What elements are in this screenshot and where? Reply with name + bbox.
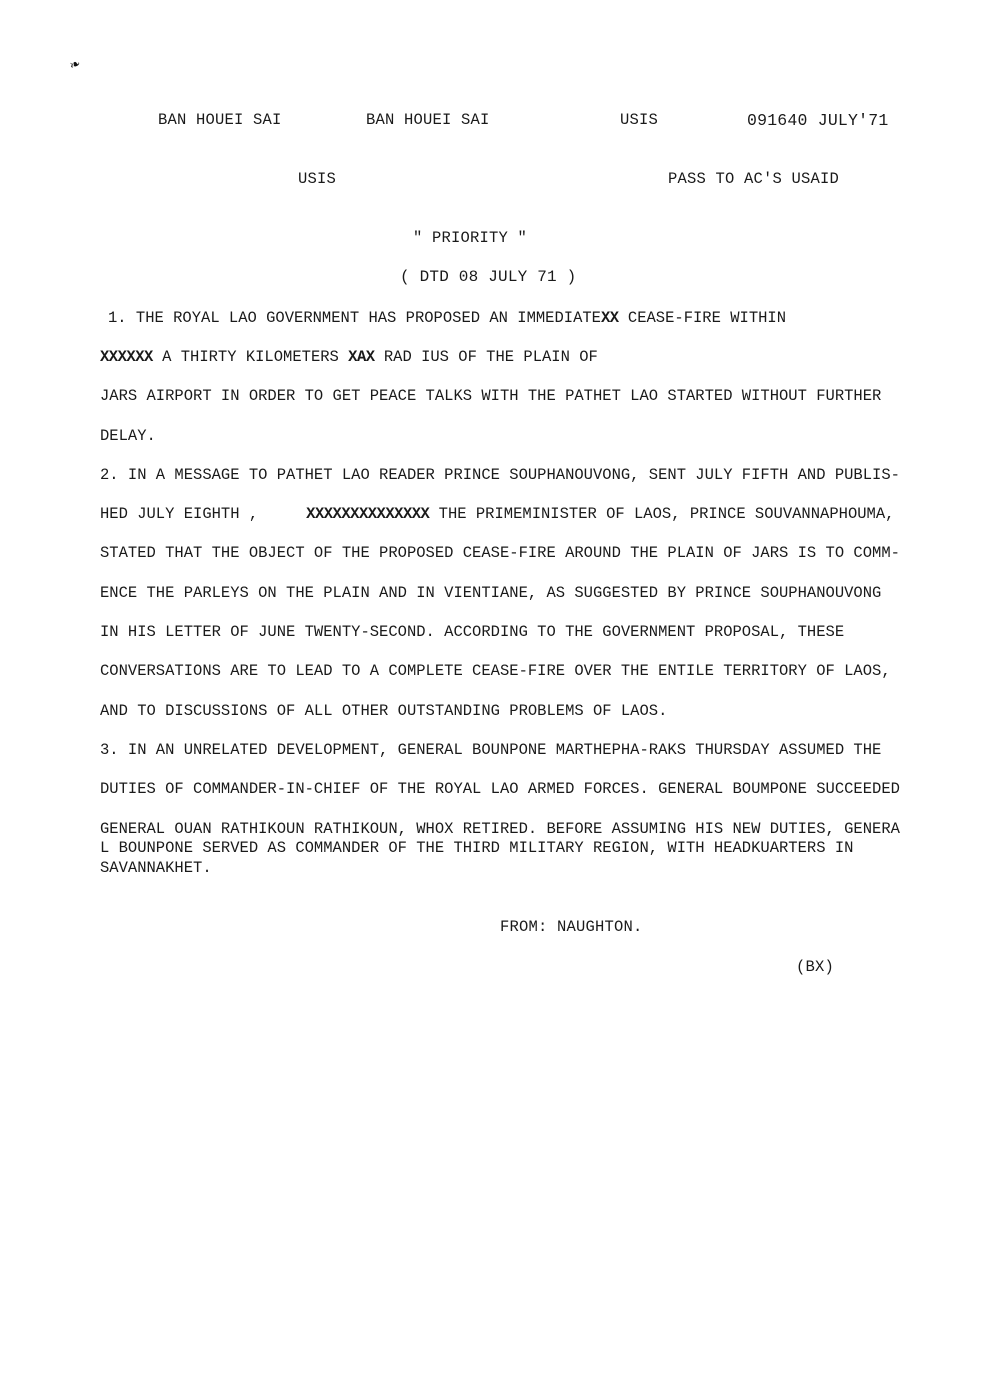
p1-line-2 [100,350,598,366]
p1-line-2b: RAD IUS OF THE PLAIN OF [374,348,598,366]
dated-label: ( DTD 08 JULY 71 ) [400,268,577,286]
initials: (BX) [796,958,835,976]
p2-line-1: 2. IN A MESSAGE TO PATHET LAO READER PRINCE SOUPHANOUVONG, SENT JULY FIFTH AND PUBLIS- [100,466,900,484]
p2-line-3: STATED THAT THE OBJECT OF THE PROPOSED CEASE-FIRE AROUND THE PLAIN OF JARS IS TO COMM- [100,544,900,562]
header-pass-to: PASS TO AC'S USAID [668,170,840,188]
header-agency: USIS [620,111,659,129]
p2-line-6: CONVERSATIONS ARE TO LEAD TO A COMPLETE CEASE-FIRE OVER THE ENTILE TERRITORY OF LAOS, [100,662,891,680]
p2-line-7: AND TO DISCUSSIONS OF ALL OTHER OUTSTANDING PROBLEMS OF LAOS. [100,702,668,720]
p3-line-4: L BOUNPONE SERVED AS COMMANDER OF THE THIRD MILITARY REGION, WITH HEADKUARTERS IN [100,839,854,857]
p1-strikeout-1: XX [600,309,619,327]
p1-strikeout-2: XXXXXX [100,348,153,366]
p2-line-2b: THE PRIMEMINISTER OF LAOS, PRINCE SOUVANNAPHOUMA, [429,505,895,523]
from-line: FROM: NAUGHTON. [500,918,643,936]
p2-line-2a: HED JULY EIGHTH , [100,505,259,523]
p1-line-2a: A THIRTY KILOMETERS [152,348,349,366]
header-place-2: BAN HOUEI SAI [366,111,490,129]
header-place-1: BAN HOUEI SAI [158,111,282,129]
p1-line-1b: CEASE-FIRE WITHIN [618,309,787,327]
p1-line-3: JARS AIRPORT IN ORDER TO GET PEACE TALKS WITH THE PATHET LAO STARTED WITHOUT FURTHER [100,387,882,405]
p1-strikeout-3: XAX [348,348,375,366]
p1-line-1a: 1. THE ROYAL LAO GOVERNMENT HAS PROPOSED AN IMMEDIATE [108,309,601,327]
p1-line-1 [108,311,786,327]
stray-mark: ❧ [67,54,83,76]
priority-label: " PRIORITY " [413,229,528,247]
p3-line-3: GENERAL OUAN RATHIKOUN RATHIKOUN, WHOX RETIRED. BEFORE ASSUMING HIS NEW DUTIES, GENERA [100,820,900,838]
header-to: USIS [298,170,337,188]
p3-line-5: SAVANNAKHET. [100,859,212,877]
p2-line-2 [100,507,894,523]
p2-strikeout: XXXXXXXXXXXXXX [306,505,430,523]
p1-line-4: DELAY. [100,427,156,445]
p3-line-1: 3. IN AN UNRELATED DEVELOPMENT, GENERAL BOUNPONE MARTHEPHA-RAKS THURSDAY ASSUMED THE [100,741,882,759]
header-dtg: 091640 JULY'71 [747,111,889,130]
p3-line-2: DUTIES OF COMMANDER-IN-CHIEF OF THE ROYAL LAO ARMED FORCES. GENERAL BOUMPONE SUCCEEDED [100,780,900,798]
p2-line-4: ENCE THE PARLEYS ON THE PLAIN AND IN VIENTIANE, AS SUGGESTED BY PRINCE SOUPHANOUVONG [100,584,882,602]
p2-line-5: IN HIS LETTER OF JUNE TWENTY-SECOND. ACCORDING TO THE GOVERNMENT PROPOSAL, THESE [100,623,845,641]
